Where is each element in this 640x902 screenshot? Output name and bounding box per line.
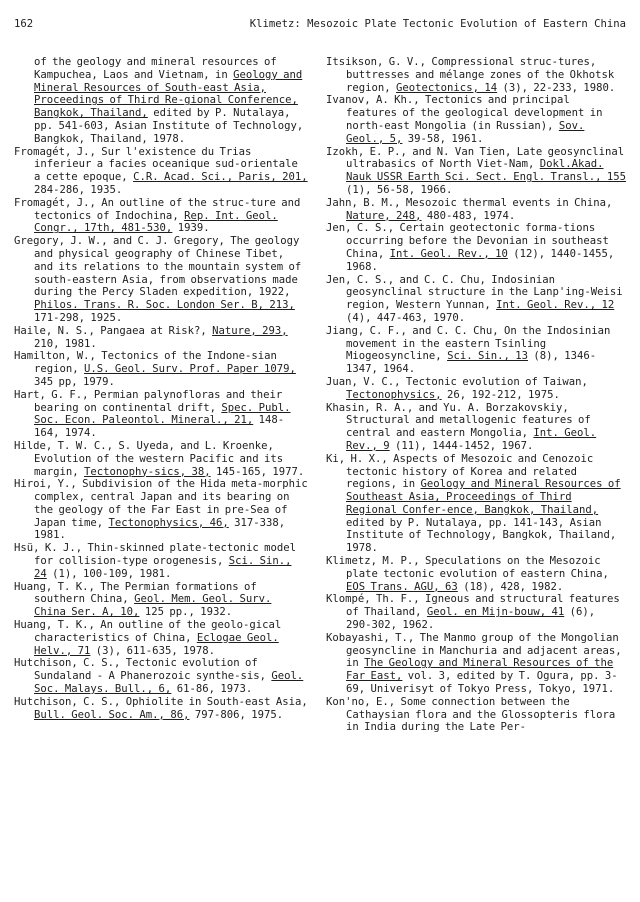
reference-text: 210, 1981. — [34, 337, 97, 350]
reference-text: (3), 22-233, 1980. — [497, 81, 616, 94]
reference-text: 1939. — [172, 222, 210, 235]
reference-text: 39-58, 1961. — [402, 132, 484, 145]
reference-entry — [14, 389, 308, 440]
reference-column-left — [14, 56, 308, 721]
reference-text: (11), 1444-1452, 1967. — [389, 439, 534, 452]
running-head: Klimetz: Mesozoic Plate Tectonic Evolution of Eastern China — [249, 18, 626, 30]
reference-text: edited by P. Nutalaya, pp. 141-143, Asian Institute of Technology, Bangkok, Thailand, 1978. — [346, 516, 617, 555]
reference-text: Ki, H. X., Aspects of Mesozoic and Cenozoic tectonic history of Korea and related regions, in — [326, 452, 594, 491]
reference-text: Itsikson, G. V., Compressional struc-tures, buttresses and mélange zones of the Okhotsk region, — [326, 56, 615, 94]
reference-text: Fromagét, J., Sur l'existence du Trias inferieur a facies oceanique sud-orientale a cette epoque, — [14, 145, 298, 184]
source-title: Geotectonics, 14 — [396, 81, 498, 94]
source-title: Int. Geol. Rev., 12 — [496, 299, 615, 312]
reference-text: 345 pp, 1979. — [34, 375, 115, 388]
source-title: Geol. en Mijn-bouw, 41 — [426, 606, 565, 619]
reference-text: (12), 1440-1455, 1968. — [346, 247, 615, 273]
reference-text: Klimetz, M. P., Speculations on the Mesozoic plate tectonic evolution of eastern China, — [326, 555, 609, 580]
reference-text: Gregory, J. W., and C. J. Gregory, The geology and physical geography of Chinese Tibet, and its relations to the mountain system of south-eastern Asia, from observations made during the Percy Sladen expedition, 1922, — [14, 235, 302, 299]
source-title: The Geology and Mineral Resources of the Far East, — [346, 657, 614, 683]
reference-entry — [326, 56, 626, 94]
reference-text: (6), 290-302, 1962. — [346, 606, 596, 632]
reference-entry — [326, 274, 626, 325]
reference-text: Kon'no, E., Some connection between the Cathaysian flora and the Glossopteris flora in India during the Late Per- — [326, 695, 616, 734]
source-title: Rep. Int. Geol. Congr., 17th, 481-530, — [34, 209, 278, 235]
reference-text: 317-338, 1981. — [34, 516, 286, 542]
source-title: Sci. Sin., 24 — [34, 555, 292, 580]
reference-text: Huang, T. K., An outline of the geolo-gical characteristics of China, — [14, 619, 282, 644]
source-title: Sov. Geol., 5, — [346, 119, 585, 145]
source-title: EOS Trans. AGU, 63 — [346, 580, 458, 593]
reference-entry — [326, 222, 626, 273]
source-title: Tectonophy-sics, 38, — [84, 465, 211, 478]
reference-text: Klompé, Th. F., Igneous and structural features of Thailand, — [326, 593, 620, 619]
reference-text: Jiang, C. F., and C. C. Chu, On the Indosinian movement in the eastern Tsinling Miogeosyncline, — [326, 324, 611, 363]
reference-text: Haile, N. S., Pangaea at Risk?, — [14, 324, 213, 337]
source-title: Geology and Mineral Resources of South-east Asia, Proceedings of Third Re-gional Conference, Bangkok, Thailand, — [34, 68, 303, 120]
source-title: Sci. Sin., 13 — [447, 350, 528, 363]
reference-text: Khasin, R. A., and Yu. A. Borzakovskiy, Structural and metallogenic features of central and eastern Mongolia, — [326, 401, 591, 440]
reference-text: 26, 192-212, 1975. — [441, 388, 560, 401]
reference-text: Jahn, B. M., Mesozoic thermal events in China, — [326, 196, 613, 209]
reference-entry — [14, 581, 308, 619]
reference-text: (1), 100-109, 1981. — [46, 567, 172, 580]
reference-entry — [326, 453, 626, 555]
reference-text: (4), 447-463, 1970. — [346, 311, 466, 324]
reference-text: Hart, G. F., Permian palynofloras and their bearing on continental drift, — [14, 388, 283, 414]
reference-entry — [14, 197, 308, 235]
reference-text: 284-286, 1935. — [34, 183, 123, 196]
source-title: C.R. Acad. Sci., Paris, 201, — [133, 171, 308, 184]
reference-text: (3), 611-635, 1978. — [90, 644, 215, 657]
source-title: Eclogae Geol. Helv., 71 — [34, 631, 279, 657]
source-title: Int. Geol. Rev., 10 — [389, 247, 508, 260]
source-title: Int. Geol. Rev., 9 — [346, 427, 597, 452]
reference-entry — [14, 657, 308, 695]
reference-entry — [326, 696, 626, 734]
reference-text: edited by P. Nutalaya, pp. 541-603, Asian Institute of Technology, Bangkok, Thailand, 1978. — [34, 107, 304, 145]
page-header — [14, 18, 626, 34]
reference-entry — [14, 56, 308, 146]
reference-text: 480-483, 1974. — [421, 209, 516, 222]
reference-text: 797-806, 1975. — [189, 708, 284, 721]
reference-text: Jen, C. S., and C. C. Chu, Indosinian geosynclinal structure in the Lanp'ing-Weisi region, Western Yunnan, — [326, 273, 623, 312]
reference-text: Hsü, K. J., Thin-skinned plate-tectonic model for collision-type orogenesis, — [14, 542, 297, 568]
reference-text: Hiroi, Y., Subdivision of the Hida meta-morphic complex, central Japan and its bearing on the geology of the Far East in pre-Sea of Japan time, — [14, 478, 308, 529]
reference-text: Hutchison, C. S., Tectonic evolution of Sundaland - A Phanerozoic synthe-sis, — [14, 657, 272, 683]
reference-text: 145-165, 1977. — [210, 465, 305, 478]
source-title: Philos. Trans. R. Soc. London Ser. B, 213, — [34, 299, 295, 312]
reference-text: Jen, C. S., Certain geotectonic forma-tions occurring before the Devonian in southeast China, — [326, 222, 609, 260]
reference-entry — [14, 619, 308, 657]
reference-text: Izokh, E. P., and N. Van Tien, Late geosynclinal ultrabasics of North Viet-Nam, — [326, 145, 625, 171]
source-title: U.S. Geol. Surv. Prof. Paper 1079, — [84, 363, 296, 376]
reference-text: Juan, V. C., Tectonic evolution of Taiwan, — [326, 375, 588, 388]
reference-entry — [326, 632, 626, 696]
reference-text: (1), 56-58, 1966. — [346, 183, 453, 196]
source-title: Geol. Mem. Geol. Surv. China Ser. A, 10, — [34, 593, 272, 619]
reference-text: Hutchison, C. S., Ophiolite in South-east Asia, — [14, 695, 308, 708]
source-title: Geology and Mineral Resources of Southeast Asia, Proceedings of Third Regional Confer-ence, Bangkok, Thailand, — [346, 478, 621, 516]
reference-entry — [14, 350, 308, 388]
reference-entry — [14, 696, 308, 722]
source-title: Bull. Geol. Soc. Am., 86, — [34, 708, 190, 721]
reference-entry — [326, 376, 626, 402]
reference-entry — [14, 440, 308, 478]
source-title: Dokl.Akad. Nauk USSR Earth Sci. Sect. Engl. Transl., 155 — [346, 158, 627, 184]
reference-entry — [326, 94, 626, 145]
reference-text: 171-298, 1925. — [34, 311, 123, 324]
reference-text: 125 pp., 1932. — [139, 606, 233, 619]
reference-entry — [14, 478, 308, 542]
reference-text: Kobayashi, T., The Manmo group of the Mongolian geosyncline in Manchuria and adjacent areas, in — [326, 631, 622, 670]
reference-text: 61-86, 1973. — [171, 683, 253, 696]
reference-entry — [14, 146, 308, 197]
reference-entry — [14, 325, 308, 351]
reference-entry — [14, 542, 308, 580]
reference-entry — [326, 325, 626, 376]
reference-text: 148-164, 1974. — [34, 414, 285, 440]
reference-text: Ivanov, A. Kh., Tectonics and principal features of the geological development in north-east Mongolia (in Russian), — [326, 94, 603, 132]
page-number: 162 — [14, 18, 34, 30]
source-title: Geol. Soc. Malays. Bull., 6, — [34, 670, 304, 696]
reference-column-right — [326, 56, 626, 734]
source-title: Tectonophysics, — [346, 388, 442, 401]
reference-text: Fromagét, J., An outline of the struc-ture and tectonics of Indochina, — [14, 196, 301, 222]
reference-entry — [326, 402, 626, 453]
source-title: Nature, 248, — [346, 209, 422, 222]
reference-text: Hamilton, W., Tectonics of the Indone-sian region, — [14, 350, 277, 376]
reference-entry — [326, 555, 626, 593]
reference-text: vol. 3, edited by T. Ogura, pp. 3-69, Univerisyt of Tokyo Press, Tokyo, 1971. — [346, 670, 618, 696]
source-title: Nature, 293, — [212, 324, 288, 337]
reference-text: Hilde, T. W. C., S. Uyeda, and L. Kroenke, Evolution of the western Pacific and its margin, — [14, 439, 284, 478]
reference-entry — [326, 197, 626, 223]
reference-text: (18), 428, 1982. — [457, 580, 564, 593]
reference-text: (8), 1346-1347, 1964. — [346, 350, 597, 376]
reference-entry — [326, 146, 626, 197]
reference-entry — [326, 593, 626, 631]
source-title: Tectonophysics, 46, — [108, 516, 229, 529]
source-title: Spec. Publ. Soc. Econ. Paleontol. Mineral., 21, — [34, 401, 291, 427]
reference-entry — [14, 235, 308, 325]
reference-text: Huang, T. K., The Permian formations of southern China, — [14, 580, 257, 606]
reference-text: of the geology and mineral resources of Kampuchea, Laos and Vietnam, in — [34, 56, 277, 81]
